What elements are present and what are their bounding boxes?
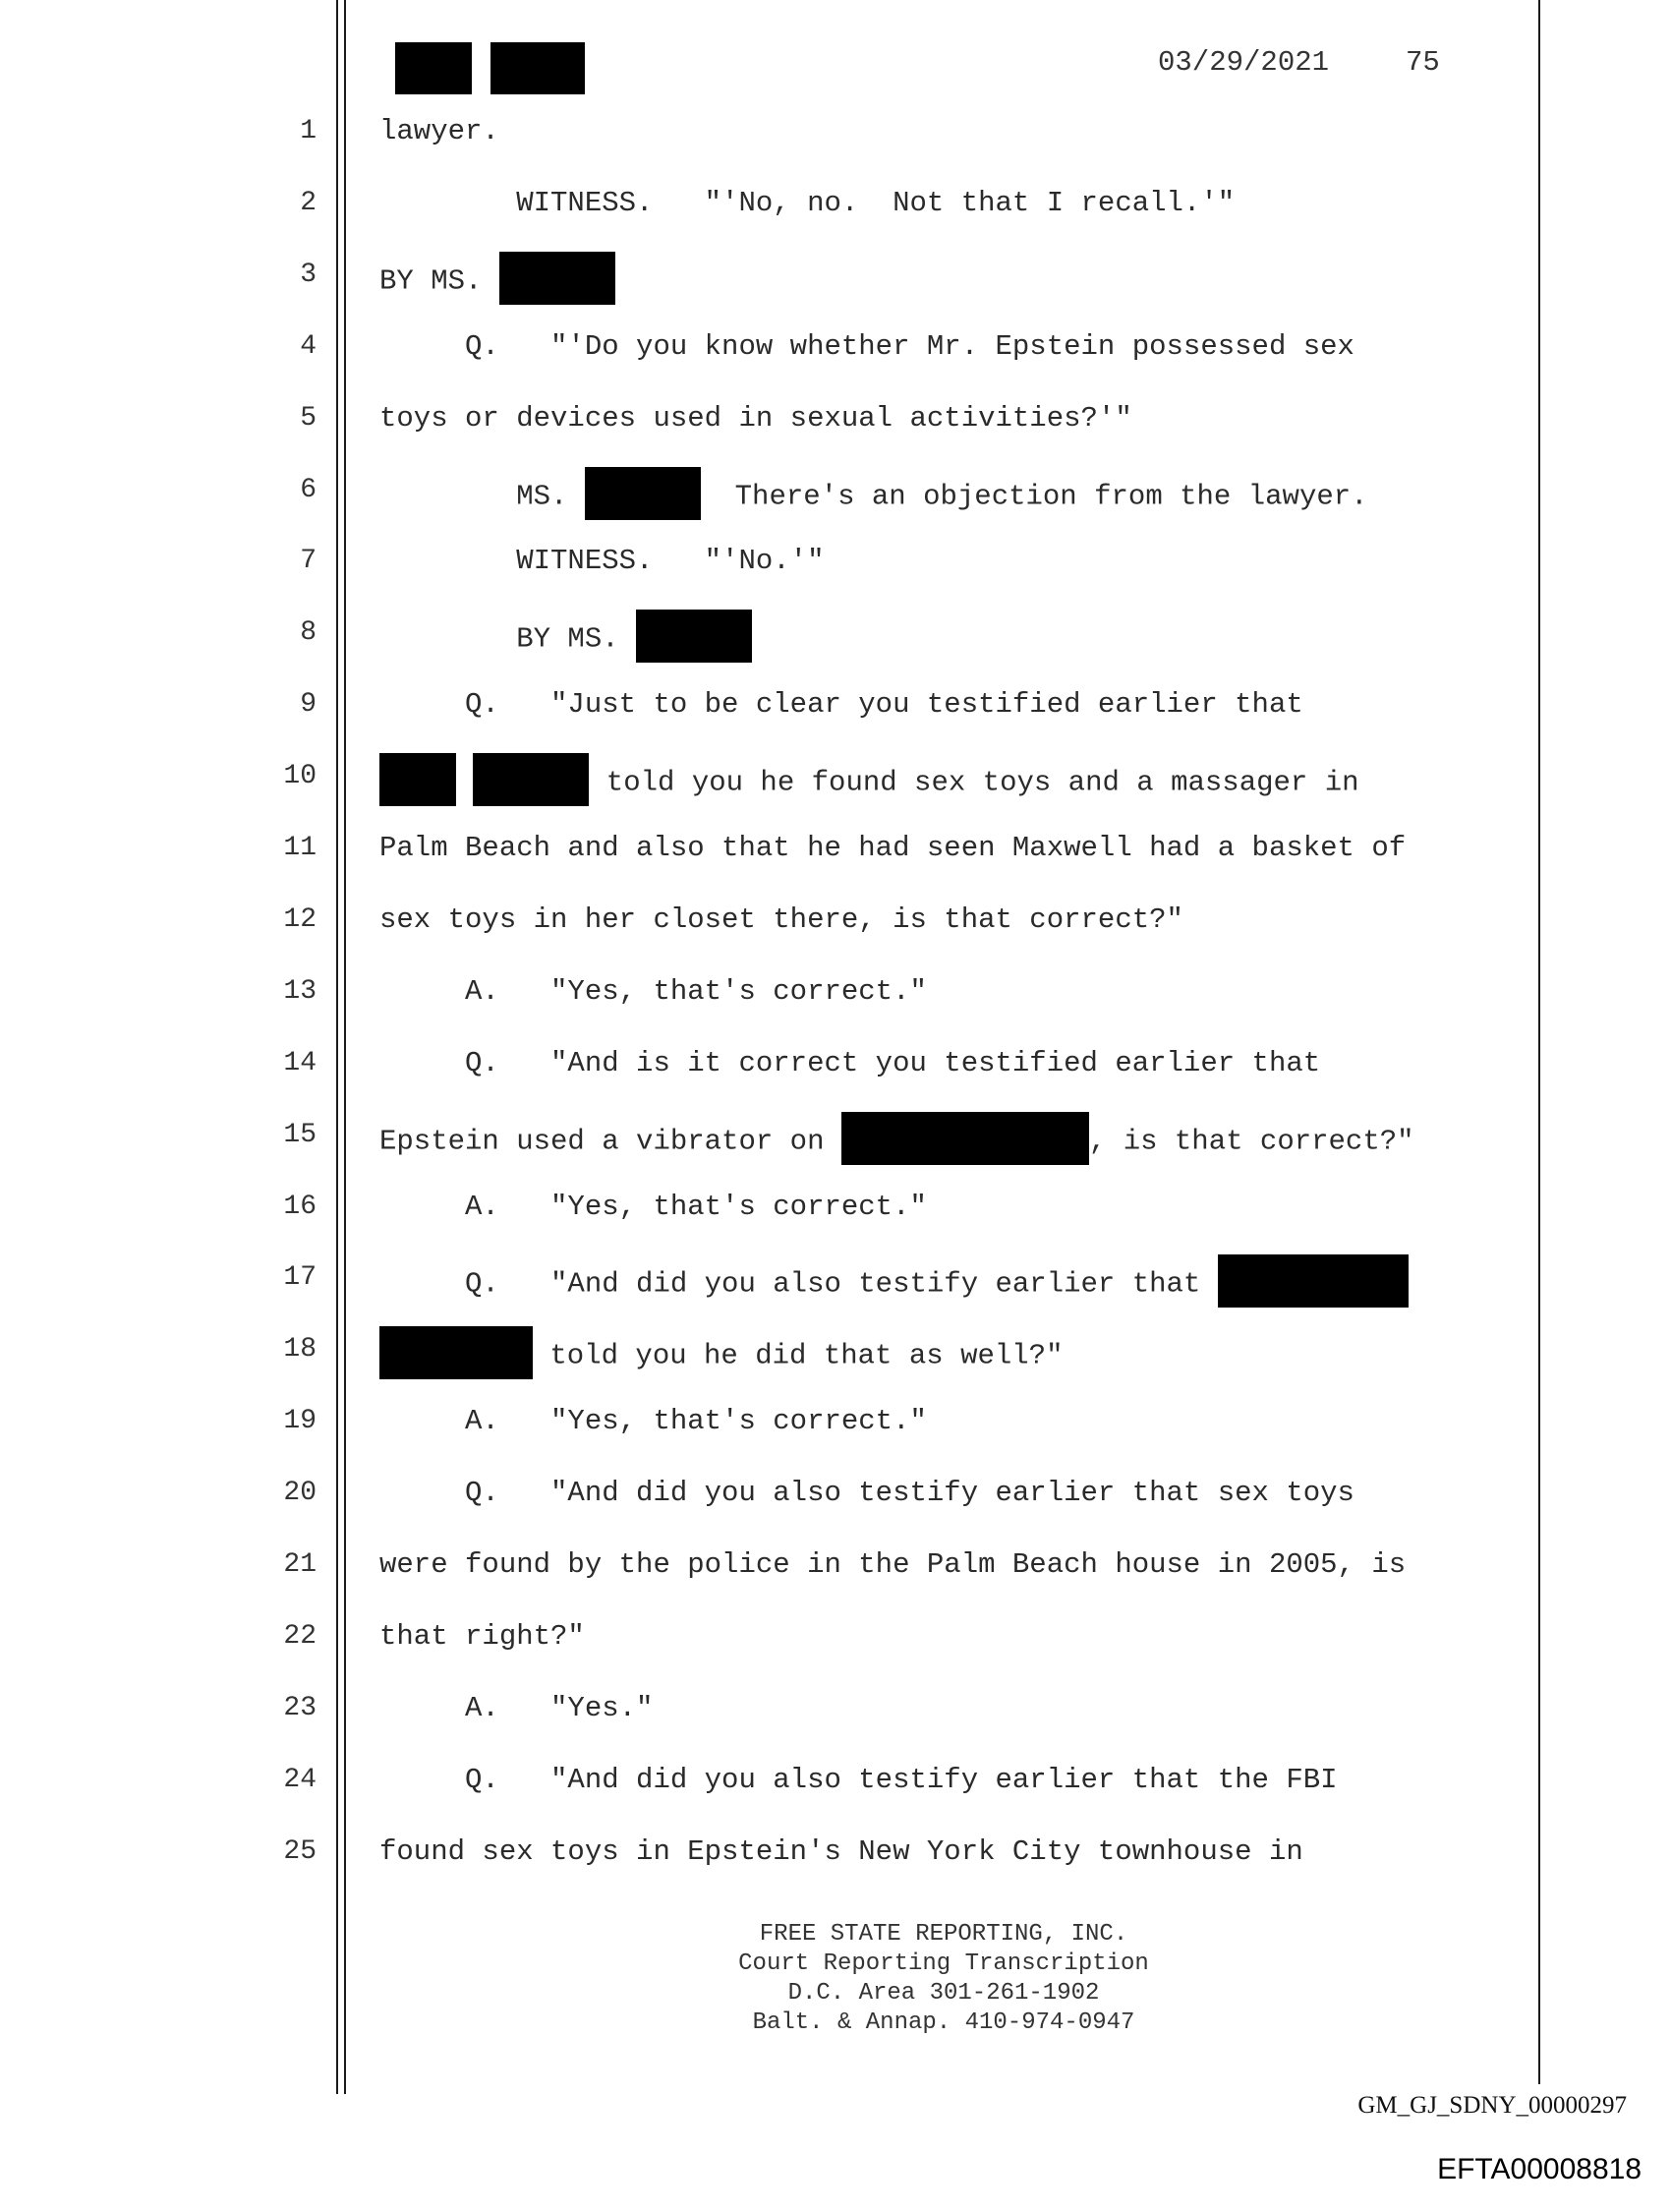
transcript-line <box>379 1190 927 1225</box>
transcript-line <box>379 186 1235 221</box>
line-text: Q. "Just to be clear you testified earlier that <box>379 688 1303 722</box>
line-text: , is that correct?" <box>1088 1125 1414 1158</box>
header-redaction-1 <box>395 42 472 94</box>
line-text: WITNESS. "'No.'" <box>379 545 825 578</box>
line-number: 3 <box>300 259 317 290</box>
transcript-line <box>379 1691 653 1726</box>
reporter-footer <box>354 1920 1533 2038</box>
line-number: 6 <box>300 474 317 505</box>
left-margin-rule-inner <box>344 0 346 2094</box>
line-text: A. "Yes." <box>379 1691 654 1724</box>
line-number: 1 <box>300 116 317 146</box>
line-text: were found by the police in the Palm Beach house in 2005, is <box>379 1548 1407 1581</box>
transcript-line <box>379 1118 1414 1165</box>
line-text: BY MS. <box>379 264 499 298</box>
redaction-box <box>636 610 752 663</box>
line-text: Q. "And is it correct you testified earlier that <box>379 1046 1321 1079</box>
line-number: 4 <box>300 330 317 362</box>
redaction-box <box>585 467 701 520</box>
transcript-line <box>379 114 499 149</box>
line-number: 15 <box>283 1119 317 1150</box>
line-text: Q. "'Do you know whether Mr. Epstein possessed sex <box>379 329 1354 363</box>
transcript-line <box>379 544 824 579</box>
line-number: 20 <box>283 1478 317 1509</box>
line-number: 24 <box>283 1764 317 1795</box>
redaction-box <box>473 753 589 806</box>
transcript-line <box>379 329 1354 365</box>
line-number: 19 <box>283 1406 317 1437</box>
line-text: Q. "And did you also testify earlier that the FBI <box>379 1763 1338 1796</box>
line-number: 7 <box>300 546 317 577</box>
line-text: A. "Yes, that's correct." <box>379 974 927 1008</box>
line-text <box>456 767 473 799</box>
line-text: A. "Yes, that's correct." <box>379 1405 927 1438</box>
efta-number: EFTA00008818 <box>1437 2153 1642 2185</box>
transcript-line <box>379 1260 1409 1308</box>
line-number: 9 <box>300 689 317 721</box>
footer-phone-dc: D.C. Area 301-261-1902 <box>787 1980 1100 2007</box>
transcript-line <box>379 1619 585 1655</box>
footer-phone-balt: Balt. & Annap. 410-974-0947 <box>752 2009 1135 2036</box>
transcript-line <box>379 759 1359 806</box>
line-number: 16 <box>283 1191 317 1222</box>
line-text: toys or devices used in sexual activities?'" <box>379 401 1132 435</box>
redaction-box <box>379 753 456 806</box>
redaction-box <box>841 1112 1089 1165</box>
transcript-line <box>379 1763 1338 1798</box>
line-number: 8 <box>300 617 317 649</box>
transcript-line <box>379 258 615 305</box>
line-text: BY MS. <box>379 622 637 656</box>
transcript-line <box>379 902 1183 938</box>
transcript-line <box>379 401 1132 437</box>
line-number: 11 <box>283 833 317 863</box>
line-text: There's an objection from the lawyer. <box>700 480 1368 513</box>
line-text: A. "Yes, that's correct." <box>379 1190 927 1223</box>
transcript-line <box>379 1046 1320 1081</box>
transcript-line <box>379 831 1406 866</box>
line-number: 22 <box>283 1620 317 1652</box>
line-number: 14 <box>283 1047 317 1078</box>
redaction-box <box>499 252 615 305</box>
line-number: 2 <box>300 187 317 218</box>
transcript-line <box>379 1332 1064 1379</box>
transcript-line <box>379 473 1368 520</box>
line-number: 23 <box>283 1692 317 1723</box>
line-text: told you he found sex toys and a massager in <box>589 766 1359 799</box>
line-text: MS. <box>379 480 585 513</box>
line-text: Q. "And did you also testify earlier that <box>379 1268 1218 1302</box>
right-margin-rule <box>1538 0 1540 2084</box>
line-number: 12 <box>283 903 317 935</box>
transcript-line <box>379 1404 927 1439</box>
line-text: Epstein used a vibrator on <box>379 1125 841 1158</box>
header-redaction-2 <box>490 42 585 94</box>
transcript-line <box>379 615 752 663</box>
line-text: WITNESS. "'No, no. Not that I recall.'" <box>379 186 1236 219</box>
line-text: sex toys in her closet there, is that correct?" <box>379 902 1183 936</box>
line-text: Q. "And did you also testify earlier that sex toys <box>379 1477 1354 1510</box>
footer-company: FREE STATE REPORTING, INC. <box>759 1921 1128 1948</box>
line-number: 25 <box>283 1835 317 1867</box>
line-text: lawyer. <box>379 115 499 147</box>
left-margin-rule-outer <box>336 0 338 2094</box>
line-number: 21 <box>283 1549 317 1580</box>
footer-service: Court Reporting Transcription <box>738 1950 1149 1977</box>
line-number: 10 <box>283 761 317 792</box>
line-text: found sex toys in Epstein's New York City townhouse in <box>379 1834 1303 1868</box>
line-text: Palm Beach and also that he had seen Maxwell had a basket of <box>379 832 1407 864</box>
redaction-box <box>1218 1254 1409 1308</box>
header-page-number: 75 <box>1406 46 1440 79</box>
line-number: 5 <box>300 402 317 434</box>
transcript-line <box>379 1547 1406 1583</box>
line-text: that right?" <box>379 1619 585 1653</box>
bates-number: GM_GJ_SDNY_00000297 <box>1357 2092 1627 2119</box>
line-number: 18 <box>283 1334 317 1366</box>
transcript-line <box>379 974 927 1010</box>
redaction-box <box>379 1326 533 1379</box>
line-number: 13 <box>283 975 317 1007</box>
line-text: told you he did that as well?" <box>533 1339 1064 1372</box>
transcript-line <box>379 687 1303 723</box>
header-date: 03/29/2021 <box>1158 46 1330 79</box>
transcript-line <box>379 1834 1303 1870</box>
transcript-line <box>379 1476 1354 1511</box>
line-number: 17 <box>283 1262 317 1294</box>
